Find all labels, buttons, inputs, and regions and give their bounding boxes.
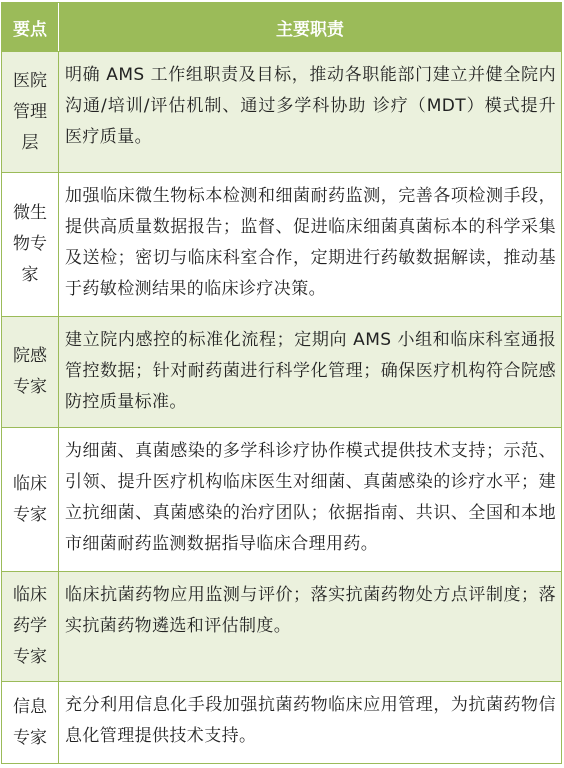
responsibility-table [1, 2, 562, 764]
header-key-point: 要点 [2, 3, 59, 51]
row-duty: 加强临床微生物标本检测和细菌耐药监测，完善各项检测手段，提供高质量数据报告；监督、促进临床细菌真菌标本的科学采集及送检；密切与临床科室合作，定期进行药敏数据解读，推动基于药敏检测结果的临床诊疗决策。 [65, 186, 556, 299]
header-main-duties: 主要职责 [276, 19, 344, 40]
table-row [2, 571, 561, 681]
row-duty: 为细菌、真菌感染的多学科诊疗协作模式提供技术支持；示范、引领、提升医疗机构临床医生对细菌、真菌感染的诊疗水平；建立抗细菌、真菌感染的治疗团队；依据指南、共识、全国和本地市细菌耐药监测数据指导临床合理用药。 [65, 441, 556, 554]
row-duty: 临床抗菌药物应用监测与评价；落实抗菌药物处方点评制度；落实抗菌药物遴选和评估制度。 [65, 585, 556, 636]
table-header [2, 3, 561, 51]
row-key: 信息专家 [2, 682, 59, 763]
row-duty: 明确 AMS 工作组职责及目标，推动各职能部门建立并健全院内沟通/培训/评估机制、通过多学科协助 诊疗（MDT）模式提升医疗质量。 [65, 65, 556, 147]
row-key: 临床专家 [2, 428, 59, 571]
row-duty: 充分利用信息化手段加强抗菌药物临床应用管理，为抗菌药物信息化管理提供技术支持。 [65, 695, 556, 746]
table-row [2, 427, 561, 571]
row-key: 医院管理层 [2, 52, 59, 172]
row-duty: 建立院内感控的标准化流程；定期向 AMS 小组和临床科室通报管控数据；针对耐药菌进行科学化管理；确保医疗机构符合院感防控质量标准。 [65, 330, 556, 412]
row-key: 临床药学专家 [2, 572, 59, 681]
row-key: 微生物专家 [2, 173, 59, 316]
table-row [2, 681, 561, 763]
row-key: 院感专家 [2, 317, 59, 427]
table-row [2, 51, 561, 172]
table-row [2, 172, 561, 316]
table-row [2, 316, 561, 427]
